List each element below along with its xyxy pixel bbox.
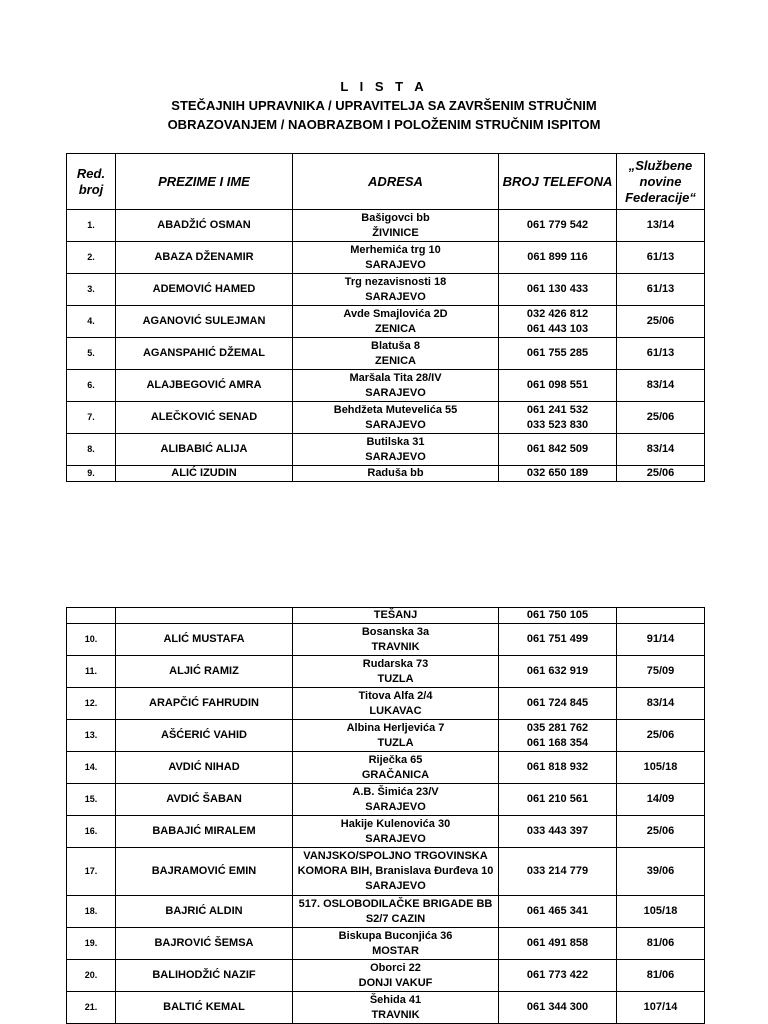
row-gazette: 61/13 bbox=[617, 338, 705, 370]
row-name: BAJRIĆ ALDIN bbox=[116, 896, 293, 928]
table-row bbox=[67, 688, 705, 720]
row-address: Oborci 22 DONJI VAKUF bbox=[293, 960, 499, 992]
document-title bbox=[0, 77, 768, 134]
row-number: 3. bbox=[67, 274, 116, 306]
row-address: Butilska 31 SARAJEVO bbox=[293, 434, 499, 466]
row-number: 7. bbox=[67, 402, 116, 434]
table-row bbox=[67, 784, 705, 816]
row-number: 11. bbox=[67, 656, 116, 688]
row-phone: 061 465 341 bbox=[499, 896, 617, 928]
row-address: Bosanska 3a TRAVNIK bbox=[293, 624, 499, 656]
table-row bbox=[67, 434, 705, 466]
row-gazette: 13/14 bbox=[617, 210, 705, 242]
row-phone: 032 650 189 bbox=[499, 466, 617, 482]
row-phone: 061 750 105 bbox=[499, 608, 617, 624]
row-phone: 061 632 919 bbox=[499, 656, 617, 688]
row-phone: 061 755 285 bbox=[499, 338, 617, 370]
row-name: ALIBABIĆ ALIJA bbox=[116, 434, 293, 466]
row-number: 20. bbox=[67, 960, 116, 992]
row-phone: 032 426 812 061 443 103 bbox=[499, 306, 617, 338]
row-gazette: 25/06 bbox=[617, 720, 705, 752]
table-row bbox=[67, 848, 705, 896]
row-number: 19. bbox=[67, 928, 116, 960]
row-number: 14. bbox=[67, 752, 116, 784]
row-gazette: 83/14 bbox=[617, 370, 705, 402]
row-name: BALIHODŽIĆ NAZIF bbox=[116, 960, 293, 992]
row-gazette: 83/14 bbox=[617, 434, 705, 466]
row-number: 16. bbox=[67, 816, 116, 848]
row-number: 2. bbox=[67, 242, 116, 274]
table-row bbox=[67, 466, 705, 482]
row-gazette: 81/06 bbox=[617, 928, 705, 960]
table-row bbox=[67, 402, 705, 434]
header-name: PREZIME I IME bbox=[116, 154, 293, 210]
row-number: 13. bbox=[67, 720, 116, 752]
row-phone: 061 724 845 bbox=[499, 688, 617, 720]
row-name bbox=[116, 608, 293, 624]
row-name: ALIĆ MUSTAFA bbox=[116, 624, 293, 656]
row-gazette: 83/14 bbox=[617, 688, 705, 720]
header-gazette: „Službene novine Federacije“ bbox=[617, 154, 705, 210]
table-row bbox=[67, 896, 705, 928]
row-gazette: 25/06 bbox=[617, 816, 705, 848]
header-phone: BROJ TELEFONA bbox=[499, 154, 617, 210]
table-row bbox=[67, 608, 705, 624]
row-address: Biskupa Buconjića 36 MOSTAR bbox=[293, 928, 499, 960]
row-address: Riječka 65 GRAČANICA bbox=[293, 752, 499, 784]
row-number: 1. bbox=[67, 210, 116, 242]
row-address: VANJSKO/SPOLJNO TRGOVINSKA KOMORA BIH, Branislava Đurđeva 10 SARAJEVO bbox=[293, 848, 499, 896]
row-name: ALAJBEGOVIĆ AMRA bbox=[116, 370, 293, 402]
row-address: Šehida 41 TRAVNIK bbox=[293, 992, 499, 1024]
row-phone: 061 130 433 bbox=[499, 274, 617, 306]
row-gazette: 61/13 bbox=[617, 274, 705, 306]
row-number: 9. bbox=[67, 466, 116, 482]
row-number: 21. bbox=[67, 992, 116, 1024]
row-number: 4. bbox=[67, 306, 116, 338]
row-name: AGANSPAHIĆ DŽEMAL bbox=[116, 338, 293, 370]
row-address: Rudarska 73 TUZLA bbox=[293, 656, 499, 688]
row-address: Blatuša 8 ZENICA bbox=[293, 338, 499, 370]
row-address: Behdžeta Mutevelića 55 SARAJEVO bbox=[293, 402, 499, 434]
row-gazette bbox=[617, 608, 705, 624]
table-row bbox=[67, 928, 705, 960]
row-gazette: 25/06 bbox=[617, 306, 705, 338]
row-name: BAJRAMOVIĆ EMIN bbox=[116, 848, 293, 896]
row-number: 8. bbox=[67, 434, 116, 466]
row-address: Maršala Tita 28/IV SARAJEVO bbox=[293, 370, 499, 402]
trustee-table-2 bbox=[66, 607, 705, 1024]
title-line-3: OBRAZOVANJEM / NAOBRAZBOM I POLOŽENIM STRUČNIM ISPITOM bbox=[167, 117, 601, 132]
row-name: ALEČKOVIĆ SENAD bbox=[116, 402, 293, 434]
row-phone: 061 818 932 bbox=[499, 752, 617, 784]
row-number: 6. bbox=[67, 370, 116, 402]
row-address: Merhemića trg 10 SARAJEVO bbox=[293, 242, 499, 274]
table-row bbox=[67, 242, 705, 274]
row-name: ABAZA DŽENAMIR bbox=[116, 242, 293, 274]
row-address: Raduša bb bbox=[293, 466, 499, 482]
row-address: TEŠANJ bbox=[293, 608, 499, 624]
row-number: 12. bbox=[67, 688, 116, 720]
table-row bbox=[67, 752, 705, 784]
row-phone: 061 751 499 bbox=[499, 624, 617, 656]
row-number bbox=[67, 608, 116, 624]
row-phone: 033 214 779 bbox=[499, 848, 617, 896]
row-phone: 061 344 300 bbox=[499, 992, 617, 1024]
row-name: ALJIĆ RAMIZ bbox=[116, 656, 293, 688]
row-name: BAJROVIĆ ŠEMSA bbox=[116, 928, 293, 960]
row-address: A.B. Šimića 23/V SARAJEVO bbox=[293, 784, 499, 816]
header-number: Red. broj bbox=[67, 154, 116, 210]
row-name: ALIĆ IZUDIN bbox=[116, 466, 293, 482]
title-line-1: L I S T A bbox=[340, 79, 428, 94]
row-number: 18. bbox=[67, 896, 116, 928]
row-number: 5. bbox=[67, 338, 116, 370]
table-header-row bbox=[67, 154, 705, 210]
table-row bbox=[67, 274, 705, 306]
row-phone: 061 899 116 bbox=[499, 242, 617, 274]
row-number: 15. bbox=[67, 784, 116, 816]
row-phone: 033 443 397 bbox=[499, 816, 617, 848]
row-phone: 061 098 551 bbox=[499, 370, 617, 402]
row-gazette: 107/14 bbox=[617, 992, 705, 1024]
table-row bbox=[67, 720, 705, 752]
row-address: Hakije Kulenovića 30 SARAJEVO bbox=[293, 816, 499, 848]
row-phone: 061 773 422 bbox=[499, 960, 617, 992]
table-row bbox=[67, 624, 705, 656]
table-row bbox=[67, 960, 705, 992]
header-address: ADRESA bbox=[293, 154, 499, 210]
row-name: AGANOVIĆ SULEJMAN bbox=[116, 306, 293, 338]
row-gazette: 105/18 bbox=[617, 896, 705, 928]
row-name: ABADŽIĆ OSMAN bbox=[116, 210, 293, 242]
table-row bbox=[67, 816, 705, 848]
row-phone: 061 241 532 033 523 830 bbox=[499, 402, 617, 434]
row-phone: 061 491 858 bbox=[499, 928, 617, 960]
row-address: Avde Smajlovića 2D ZENICA bbox=[293, 306, 499, 338]
row-address: Bašigovci bb ŽIVINICE bbox=[293, 210, 499, 242]
row-gazette: 25/06 bbox=[617, 466, 705, 482]
row-gazette: 81/06 bbox=[617, 960, 705, 992]
row-name: AVDIĆ NIHAD bbox=[116, 752, 293, 784]
trustee-table-1 bbox=[66, 153, 705, 482]
row-phone: 061 842 509 bbox=[499, 434, 617, 466]
title-line-2: STEČAJNIH UPRAVNIKA / UPRAVITELJA SA ZAVRŠENIM STRUČNIM bbox=[171, 98, 597, 113]
row-phone: 035 281 762 061 168 354 bbox=[499, 720, 617, 752]
row-number: 17. bbox=[67, 848, 116, 896]
row-gazette: 39/06 bbox=[617, 848, 705, 896]
row-gazette: 61/13 bbox=[617, 242, 705, 274]
table-row bbox=[67, 338, 705, 370]
row-name: ARAPČIĆ FAHRUDIN bbox=[116, 688, 293, 720]
table-row bbox=[67, 306, 705, 338]
row-gazette: 105/18 bbox=[617, 752, 705, 784]
row-address: Titova Alfa 2/4 LUKAVAC bbox=[293, 688, 499, 720]
table-row bbox=[67, 992, 705, 1024]
row-name: ADEMOVIĆ HAMED bbox=[116, 274, 293, 306]
row-phone: 061 779 542 bbox=[499, 210, 617, 242]
row-address: 517. OSLOBODILAČKE BRIGADE BB S2/7 CAZIN bbox=[293, 896, 499, 928]
row-number: 10. bbox=[67, 624, 116, 656]
row-gazette: 75/09 bbox=[617, 656, 705, 688]
row-name: BALTIĆ KEMAL bbox=[116, 992, 293, 1024]
row-gazette: 14/09 bbox=[617, 784, 705, 816]
row-gazette: 91/14 bbox=[617, 624, 705, 656]
row-name: AVDIĆ ŠABAN bbox=[116, 784, 293, 816]
row-address: Trg nezavisnosti 18 SARAJEVO bbox=[293, 274, 499, 306]
row-gazette: 25/06 bbox=[617, 402, 705, 434]
table-row bbox=[67, 370, 705, 402]
row-address: Albina Herljevića 7 TUZLA bbox=[293, 720, 499, 752]
row-name: BABAJIĆ MIRALEM bbox=[116, 816, 293, 848]
table-row bbox=[67, 656, 705, 688]
row-name: AŠĆERIĆ VAHID bbox=[116, 720, 293, 752]
row-phone: 061 210 561 bbox=[499, 784, 617, 816]
table-row bbox=[67, 210, 705, 242]
